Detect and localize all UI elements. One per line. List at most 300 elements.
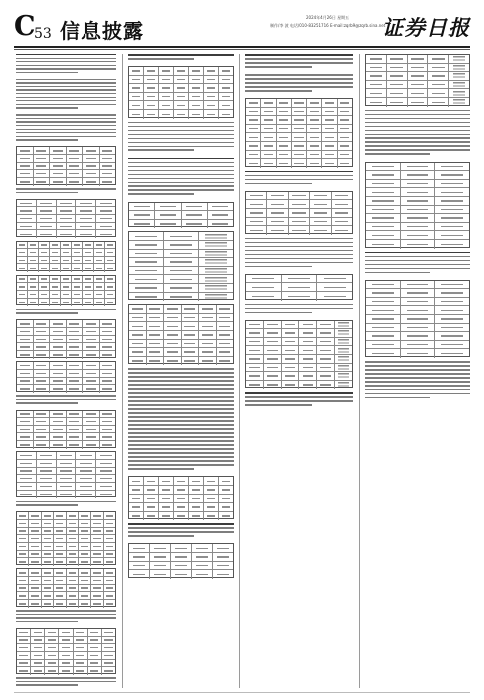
table-row xyxy=(246,99,352,108)
text-paragraph xyxy=(365,110,470,158)
cell-text-mark xyxy=(20,218,32,219)
cell-text-mark xyxy=(338,339,349,344)
cell-text-mark xyxy=(20,323,30,324)
cell-text-mark xyxy=(267,332,278,333)
table-cell xyxy=(83,385,100,393)
table-cell xyxy=(79,543,91,550)
cell-text-mark xyxy=(19,546,26,547)
text-line xyxy=(365,369,470,371)
cell-text-mark xyxy=(192,498,201,499)
text-line xyxy=(128,380,234,382)
table-cell xyxy=(50,242,61,249)
cell-text-mark xyxy=(44,595,51,596)
cell-text-mark xyxy=(285,332,296,333)
table-cell xyxy=(83,276,94,283)
cell-text-mark xyxy=(81,515,88,516)
cell-text-mark xyxy=(167,326,178,327)
table-row xyxy=(129,486,233,495)
table-cell xyxy=(435,341,469,349)
cell-text-mark xyxy=(372,327,394,328)
cell-text-mark xyxy=(63,302,69,303)
cell-text-mark xyxy=(205,234,227,239)
cell-text-mark xyxy=(441,226,463,227)
text-paragraph xyxy=(245,171,353,187)
table-cell xyxy=(31,637,45,644)
text-line xyxy=(128,408,234,410)
table-cell xyxy=(67,163,84,170)
cell-text-mark xyxy=(36,331,46,332)
text-line xyxy=(128,126,234,128)
text-line xyxy=(245,78,353,80)
text-line xyxy=(365,149,470,151)
cell-text-mark xyxy=(31,603,38,604)
text-line xyxy=(365,260,470,262)
text-line xyxy=(245,312,312,314)
table-cell xyxy=(17,577,29,584)
cell-text-mark xyxy=(170,236,192,237)
table-row xyxy=(246,338,352,347)
table-cell xyxy=(213,562,233,570)
table-cell xyxy=(282,292,318,301)
table-cell xyxy=(17,543,29,550)
cell-text-mark xyxy=(249,137,258,138)
cell-text-mark xyxy=(86,365,96,366)
table-cell xyxy=(129,331,147,339)
table-cell xyxy=(189,486,204,494)
cell-text-mark xyxy=(53,444,63,445)
text-line xyxy=(16,89,116,90)
data-table xyxy=(16,319,116,357)
text-line xyxy=(16,107,78,108)
cell-text-mark xyxy=(149,317,160,318)
cell-text-mark xyxy=(370,75,383,76)
table-cell xyxy=(67,441,84,449)
table-cell xyxy=(150,553,171,561)
cell-text-mark xyxy=(106,603,113,604)
cell-text-mark xyxy=(44,561,51,562)
cell-text-mark xyxy=(222,481,231,482)
cell-text-mark xyxy=(53,354,63,355)
cell-text-mark xyxy=(170,253,192,254)
table-cell xyxy=(246,108,261,116)
table-cell xyxy=(155,211,181,219)
table-cell xyxy=(261,116,276,124)
table-cell xyxy=(67,535,79,542)
text-line xyxy=(365,381,470,383)
table-cell xyxy=(171,544,192,552)
cell-text-mark xyxy=(202,360,213,361)
cell-text-mark xyxy=(60,470,72,471)
text-line xyxy=(365,122,470,124)
table-cell xyxy=(408,98,429,107)
cell-text-mark xyxy=(80,234,92,235)
table-cell xyxy=(299,372,317,380)
table-cell xyxy=(147,340,165,348)
cell-text-mark xyxy=(202,308,213,309)
table-cell xyxy=(83,264,94,272)
table-cell xyxy=(282,338,300,346)
table-row xyxy=(129,232,233,241)
table-cell xyxy=(79,577,91,584)
cell-text-mark xyxy=(294,154,303,155)
cell-text-mark xyxy=(267,367,278,368)
table-cell xyxy=(366,281,401,289)
cell-text-mark xyxy=(320,375,331,376)
cell-text-mark xyxy=(19,294,25,295)
table-cell xyxy=(34,170,51,177)
cell-text-mark xyxy=(36,380,46,381)
cell-text-mark xyxy=(170,244,192,245)
cell-text-mark xyxy=(60,455,72,456)
cell-text-mark xyxy=(60,203,72,204)
table-cell xyxy=(174,84,189,92)
text-line xyxy=(128,122,234,124)
cell-text-mark xyxy=(407,292,429,293)
cell-text-mark xyxy=(219,360,230,361)
text-line xyxy=(245,238,353,240)
cell-text-mark xyxy=(107,278,113,279)
cell-text-mark xyxy=(93,561,100,562)
cell-text-mark xyxy=(222,114,231,115)
cell-text-mark xyxy=(69,595,76,596)
cell-text-mark xyxy=(34,655,42,656)
cell-text-mark xyxy=(85,302,91,303)
table-row xyxy=(366,289,469,298)
cell-text-mark xyxy=(250,230,263,231)
table-cell xyxy=(129,314,147,322)
table-cell xyxy=(39,283,50,290)
cell-text-mark xyxy=(19,538,26,539)
cell-text-mark xyxy=(36,323,46,324)
cell-text-mark xyxy=(411,67,424,68)
text-line xyxy=(128,368,234,370)
text-line xyxy=(128,420,234,422)
table-cell xyxy=(83,378,100,385)
table-cell xyxy=(182,220,208,229)
table-cell xyxy=(292,159,307,168)
text-line xyxy=(128,531,234,533)
table-row xyxy=(17,585,115,593)
table-row xyxy=(17,637,115,645)
table-cell xyxy=(105,249,115,256)
cell-text-mark xyxy=(20,365,30,366)
cell-text-mark xyxy=(69,603,76,604)
cell-text-mark xyxy=(407,217,429,218)
table-cell xyxy=(76,215,96,222)
text-line xyxy=(16,86,116,87)
cell-text-mark xyxy=(36,388,46,389)
cell-text-mark xyxy=(40,226,52,227)
cell-text-mark xyxy=(102,444,112,445)
text-line xyxy=(128,440,234,442)
table-cell xyxy=(292,116,307,124)
cell-text-mark xyxy=(338,356,349,361)
table-cell xyxy=(366,72,387,80)
cell-text-mark xyxy=(41,294,47,295)
cell-text-mark xyxy=(407,335,429,336)
table-cell xyxy=(289,192,310,200)
cell-text-mark xyxy=(135,253,157,254)
table-cell xyxy=(39,299,50,307)
table-cell xyxy=(45,667,59,675)
table-cell xyxy=(94,249,105,256)
cell-text-mark xyxy=(90,662,98,663)
cell-text-mark xyxy=(249,332,260,333)
cell-text-mark xyxy=(222,87,231,88)
cell-text-mark xyxy=(85,260,91,261)
table-cell xyxy=(267,192,288,200)
table-cell xyxy=(144,101,159,109)
cell-text-mark xyxy=(340,102,349,103)
table-cell xyxy=(50,441,67,449)
cell-text-mark xyxy=(40,203,52,204)
data-table xyxy=(128,202,234,228)
cell-text-mark xyxy=(252,296,274,297)
data-table xyxy=(128,304,234,364)
table-row xyxy=(366,315,469,324)
table-cell xyxy=(105,283,115,290)
cell-text-mark xyxy=(48,655,56,656)
cell-text-mark xyxy=(167,343,178,344)
cell-text-mark xyxy=(96,294,102,295)
cell-text-mark xyxy=(411,84,424,85)
table-cell xyxy=(310,218,331,226)
table-cell xyxy=(94,257,105,264)
table-cell xyxy=(408,81,429,89)
column-4 xyxy=(365,54,470,688)
table-cell xyxy=(67,551,79,558)
table-cell xyxy=(67,362,84,369)
table-cell xyxy=(332,200,352,208)
cell-text-mark xyxy=(107,244,113,245)
cell-text-mark xyxy=(162,87,171,88)
table-cell xyxy=(104,600,115,608)
cell-text-mark xyxy=(279,102,288,103)
table-cell xyxy=(261,108,276,116)
table-cell xyxy=(83,336,100,343)
cell-text-mark xyxy=(53,388,63,389)
cell-text-mark xyxy=(69,380,79,381)
cell-text-mark xyxy=(303,324,314,325)
cell-text-mark xyxy=(36,365,46,366)
cell-text-mark xyxy=(177,506,186,507)
text-line xyxy=(365,252,470,254)
column-3 xyxy=(245,54,353,688)
table-cell xyxy=(366,214,401,222)
table-row xyxy=(17,468,115,476)
table-cell xyxy=(67,370,84,377)
cell-text-mark xyxy=(285,324,296,325)
table-cell xyxy=(159,477,174,485)
cell-text-mark xyxy=(52,252,58,253)
table-cell xyxy=(83,242,94,249)
table-cell xyxy=(31,667,45,675)
cell-text-mark xyxy=(147,481,156,482)
table-cell xyxy=(129,284,164,292)
table-cell xyxy=(299,381,317,390)
cell-text-mark xyxy=(205,268,227,273)
cell-text-mark xyxy=(186,206,202,207)
table-row xyxy=(17,230,115,238)
cell-text-mark xyxy=(107,260,113,261)
cell-text-mark xyxy=(154,548,167,549)
table-row xyxy=(366,240,469,249)
table-cell xyxy=(59,644,73,651)
cell-text-mark xyxy=(167,351,178,352)
table-cell xyxy=(29,551,41,558)
cell-text-mark xyxy=(106,523,113,524)
table-cell xyxy=(54,558,66,566)
table-cell xyxy=(50,433,67,440)
text-line xyxy=(245,74,353,76)
cell-text-mark xyxy=(81,530,88,531)
cell-text-mark xyxy=(69,331,79,332)
table-cell xyxy=(174,101,189,109)
cell-text-mark xyxy=(102,331,112,332)
table-row xyxy=(366,55,469,64)
table-row xyxy=(366,298,469,307)
table-cell xyxy=(28,249,39,256)
table-cell xyxy=(199,331,217,339)
table-cell xyxy=(34,418,51,425)
cell-text-mark xyxy=(222,96,231,97)
table-cell xyxy=(17,592,29,599)
table-cell xyxy=(37,460,57,467)
table-cell xyxy=(282,372,300,380)
table-cell xyxy=(37,468,57,475)
table-row xyxy=(17,441,115,449)
cell-text-mark xyxy=(100,203,112,204)
table-row xyxy=(129,503,233,512)
cell-text-mark xyxy=(264,163,273,164)
table-cell xyxy=(428,89,449,97)
cell-text-mark xyxy=(411,75,424,76)
text-line xyxy=(16,681,116,682)
cell-text-mark xyxy=(86,173,96,174)
cell-text-mark xyxy=(135,279,157,280)
table-cell xyxy=(29,528,41,535)
cell-text-mark xyxy=(69,444,79,445)
cell-text-mark xyxy=(134,223,150,224)
text-line xyxy=(128,432,234,434)
cell-text-mark xyxy=(219,334,230,335)
table-cell xyxy=(67,426,84,433)
table-cell xyxy=(28,242,39,249)
table-cell xyxy=(150,562,171,570)
table-cell xyxy=(217,331,234,339)
cell-text-mark xyxy=(167,308,178,309)
cell-text-mark xyxy=(441,174,463,175)
table-cell xyxy=(144,67,159,75)
cell-text-mark xyxy=(132,489,141,490)
table-cell xyxy=(199,275,233,283)
table-cell xyxy=(204,503,219,511)
table-cell xyxy=(129,232,164,240)
table-row xyxy=(129,101,233,110)
table-cell xyxy=(217,348,234,356)
cell-text-mark xyxy=(41,260,47,261)
table-cell xyxy=(144,84,159,92)
table-cell xyxy=(17,147,34,154)
cell-text-mark xyxy=(19,587,26,588)
table-cell xyxy=(37,200,57,207)
cell-text-mark xyxy=(36,173,46,174)
cell-text-mark xyxy=(310,137,319,138)
table-cell xyxy=(83,328,100,335)
cell-text-mark xyxy=(340,137,349,138)
text-line xyxy=(245,254,353,256)
table-cell xyxy=(96,200,115,207)
cell-text-mark xyxy=(96,260,102,261)
cell-text-mark xyxy=(407,353,429,354)
table-cell xyxy=(299,346,317,354)
table-row xyxy=(129,314,233,323)
text-line xyxy=(365,134,470,136)
table-cell xyxy=(17,207,37,214)
table-cell xyxy=(17,328,34,335)
masthead xyxy=(14,12,470,44)
text-line xyxy=(245,82,353,84)
table-cell xyxy=(182,340,200,348)
table-cell xyxy=(199,293,233,302)
table-row xyxy=(366,197,469,206)
data-table xyxy=(16,628,116,674)
table-cell xyxy=(199,232,233,240)
table-cell xyxy=(144,76,159,84)
cell-text-mark xyxy=(40,478,52,479)
table-row xyxy=(366,214,469,223)
cell-text-mark xyxy=(184,317,195,318)
text-line xyxy=(245,54,353,56)
table-cell xyxy=(29,600,41,608)
table-cell xyxy=(307,151,322,159)
cell-text-mark xyxy=(90,670,98,671)
cell-text-mark xyxy=(135,287,157,288)
cell-text-mark xyxy=(76,639,84,640)
table-row xyxy=(17,264,115,272)
table-cell xyxy=(17,460,37,467)
table-cell xyxy=(79,592,91,599)
table-cell xyxy=(57,230,77,238)
table-cell xyxy=(83,411,100,418)
cell-text-mark xyxy=(160,206,176,207)
table-cell xyxy=(67,543,79,550)
cell-text-mark xyxy=(69,150,79,151)
text-paragraph xyxy=(16,309,116,316)
cell-text-mark xyxy=(219,308,230,309)
cell-text-mark xyxy=(222,70,231,71)
table-cell xyxy=(338,133,352,141)
table-cell xyxy=(408,64,429,72)
table-cell xyxy=(449,55,469,63)
table-cell xyxy=(338,116,352,124)
table-cell xyxy=(17,644,31,651)
cell-text-mark xyxy=(69,346,79,347)
cell-text-mark xyxy=(249,384,260,385)
text-line xyxy=(365,126,470,128)
text-line xyxy=(128,448,234,450)
cell-text-mark xyxy=(325,163,334,164)
table-cell xyxy=(76,200,96,207)
cell-text-mark xyxy=(441,335,463,336)
table-cell xyxy=(449,64,469,72)
table-cell xyxy=(72,276,83,283)
cell-text-mark xyxy=(80,486,92,487)
table-cell xyxy=(129,241,164,249)
cell-text-mark xyxy=(271,212,284,213)
cell-text-mark xyxy=(81,523,88,524)
text-paragraph xyxy=(16,501,116,508)
